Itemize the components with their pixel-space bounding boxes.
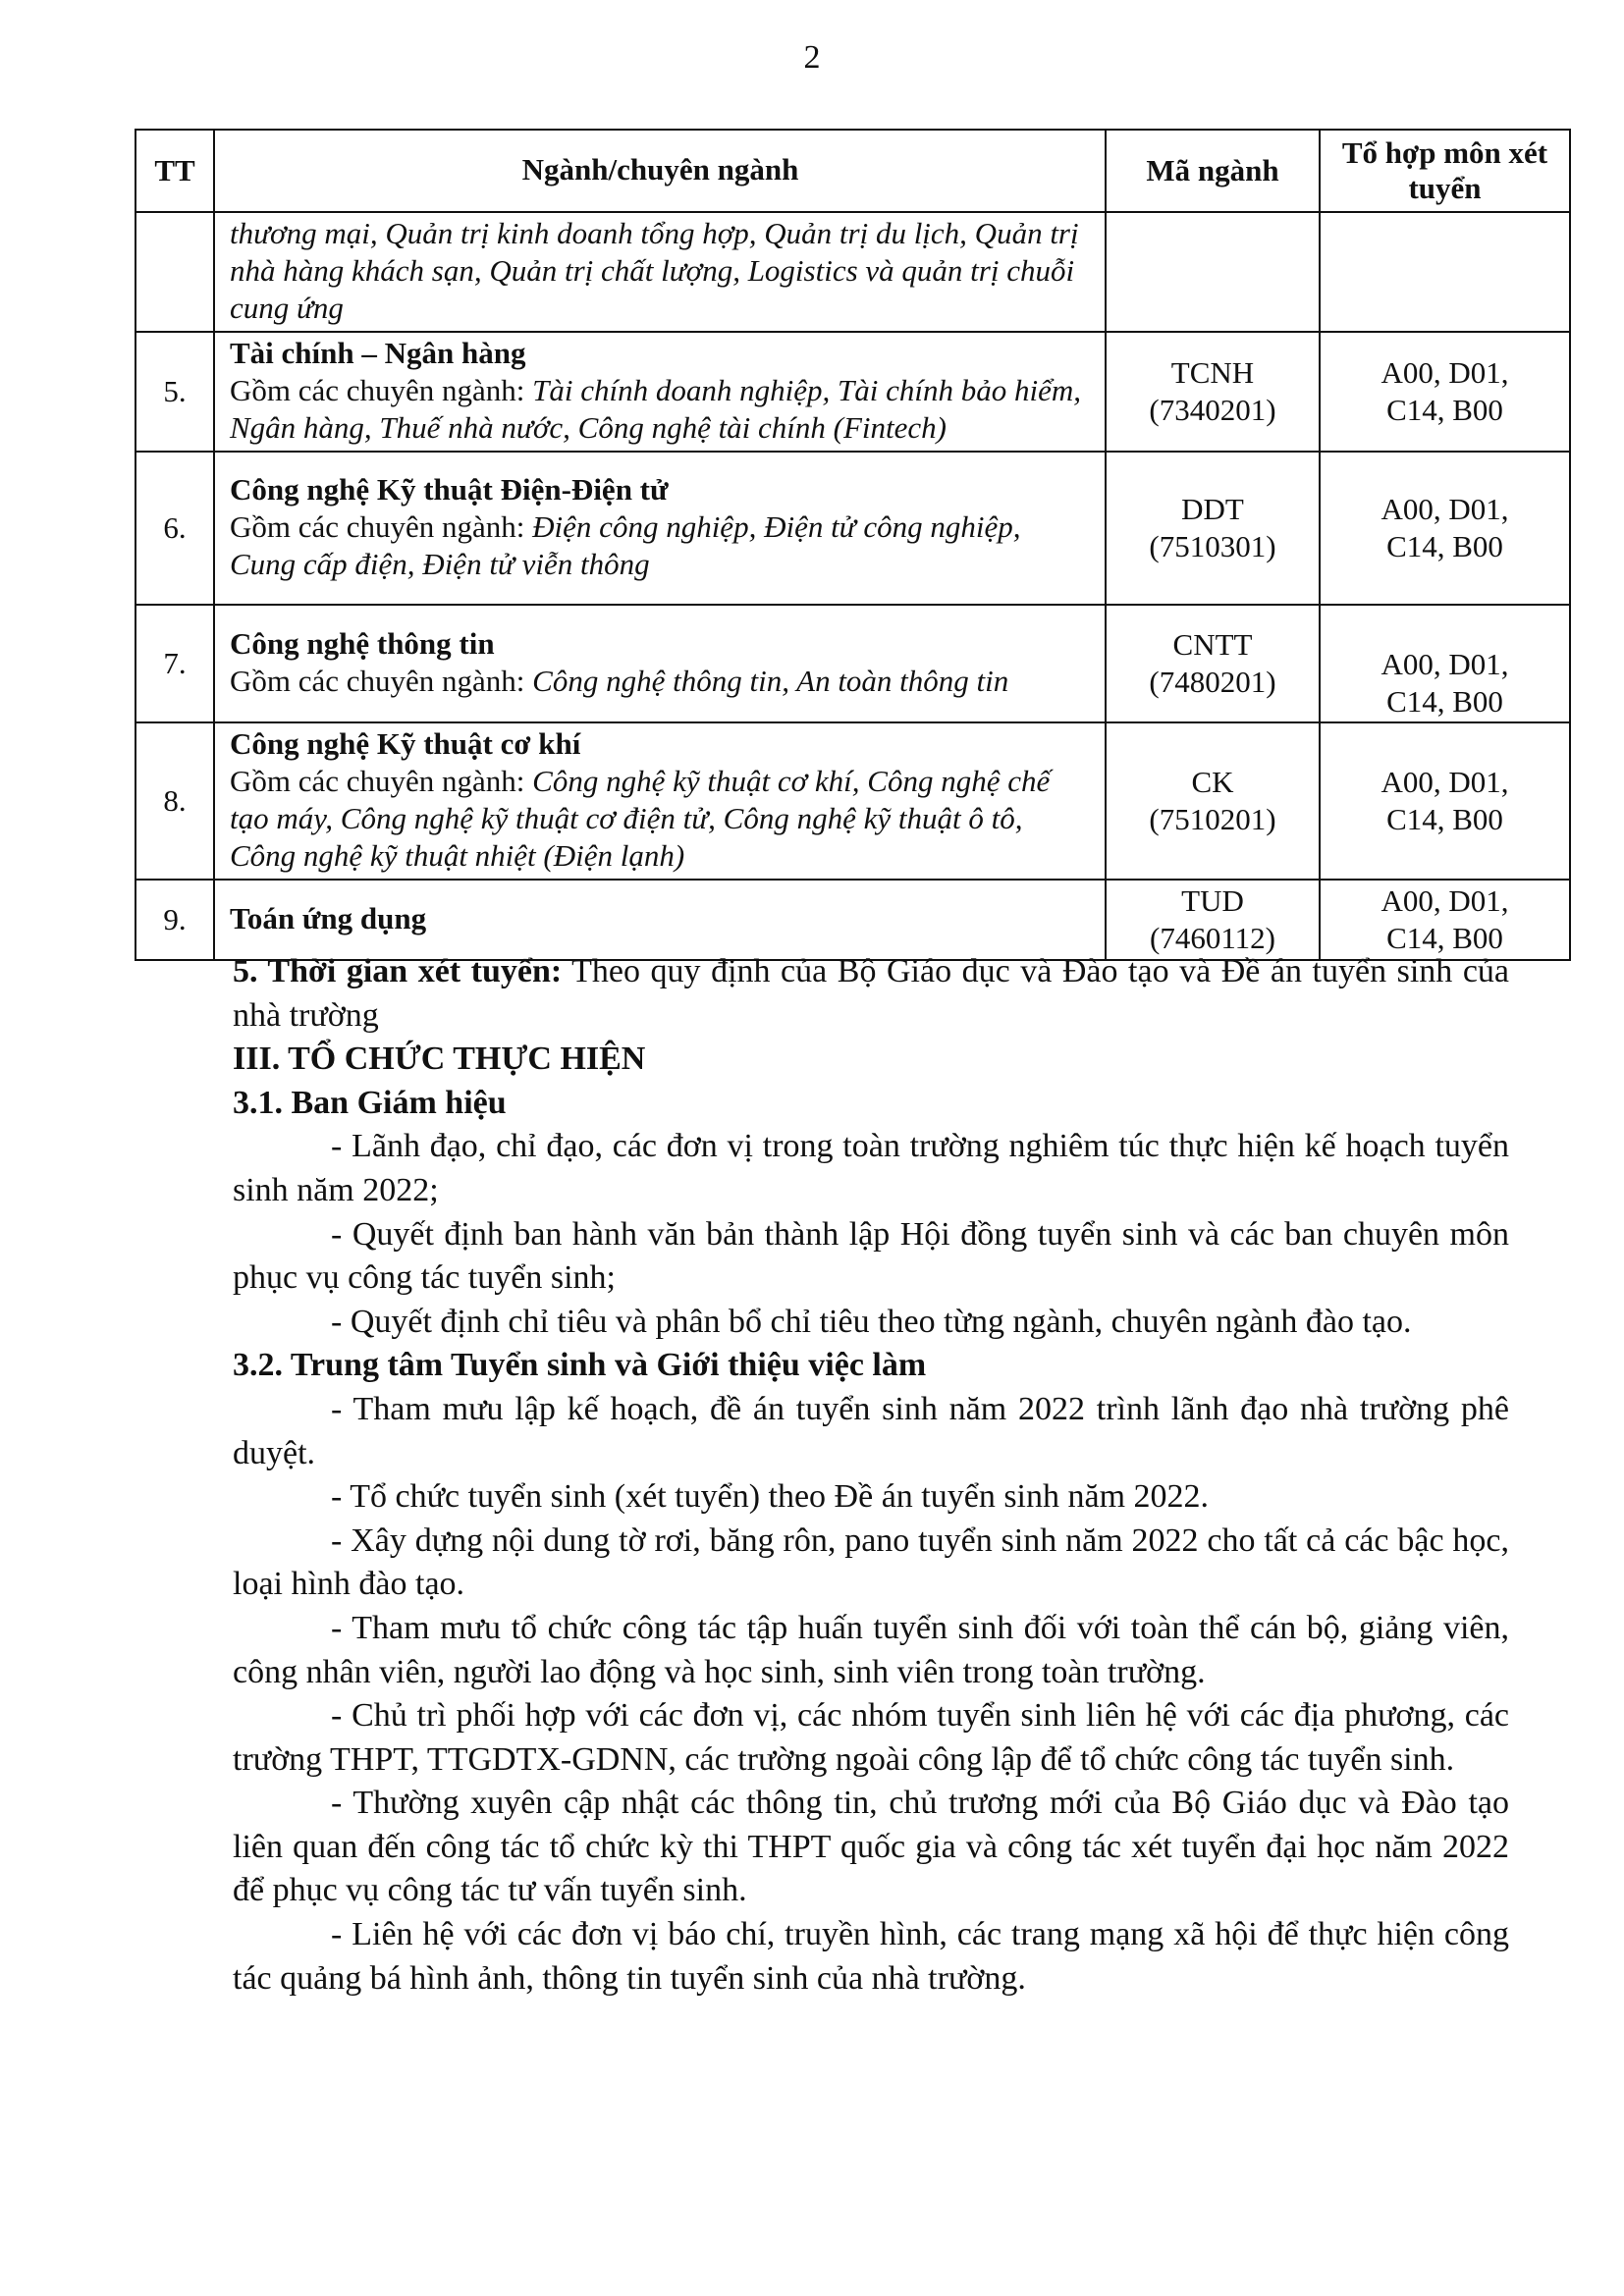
combo-line-1: A00, D01, — [1380, 492, 1509, 526]
major-code: DDT — [1181, 492, 1244, 526]
subsection-3-2-title: 3.2. Trung tâm Tuyển sinh và Giới thiệu việc làm — [233, 1347, 927, 1384]
body-text — [233, 950, 1509, 2001]
table-row-continuation — [135, 212, 1570, 332]
major-title: Công nghệ thông tin — [230, 626, 495, 661]
list-item: - Liên hệ với các đơn vị báo chí, truyền hình, các trang mạng xã hội để thực hiện công tác quảng bá hình ảnh, thông tin tuyển sinh của nhà trường. — [233, 1916, 1509, 1997]
major-code: CK — [1191, 765, 1234, 799]
row-tt: 6. — [135, 452, 214, 605]
row-tt: 9. — [135, 880, 214, 960]
combo-line-1: A00, D01, — [1380, 355, 1509, 390]
sub-list: Công nghệ thông tin, An toàn thông tin — [532, 664, 1009, 698]
major-code: TUD — [1181, 883, 1244, 918]
major-title: Công nghệ Kỹ thuật cơ khí — [230, 726, 581, 761]
major-code-number: (7460112) — [1150, 921, 1275, 955]
section-3-title: III. TỔ CHỨC THỰC HIỆN — [233, 1041, 646, 1078]
row-tt: 8. — [135, 722, 214, 880]
combo-line-2: C14, B00 — [1386, 921, 1503, 955]
list-item: - Tổ chức tuyển sinh (xét tuyển) theo Đề án tuyển sinh năm 2022. — [331, 1478, 1210, 1516]
combo-line-2: C14, B00 — [1386, 393, 1503, 427]
sub-list: Điện công nghiệp, Điện tử công nghiệp, Cung cấp điện, Điện tử viễn thông — [230, 509, 1021, 581]
header-tt: TT — [135, 130, 214, 212]
list-item: - Thường xuyên cập nhật các thông tin, chủ trương mới của Bộ Giáo dục và Đào tạo liên quan đến công tác tổ chức kỳ thi THPT quốc gia và công tác xét tuyển đại học năm 2022 để phục vụ công tác tư vấn tuyển sinh. — [233, 1785, 1509, 1909]
section-5-text: Theo quy định của Bộ Giáo dục và Đào tạo và Đề án tuyển sinh của nhà trường — [233, 953, 1509, 1034]
sub-lead: Gồm các chuyên ngành: — [230, 509, 533, 544]
list-item: - Lãnh đạo, chỉ đạo, các đơn vị trong toàn trường nghiêm túc thực hiện kế hoạch tuyển sinh năm 2022; — [233, 1128, 1509, 1208]
table-row — [135, 332, 1570, 452]
major-title: Công nghệ Kỹ thuật Điện-Điện tử — [230, 472, 669, 507]
list-item: - Tham mưu lập kế hoạch, đề án tuyển sinh năm 2022 trình lãnh đạo nhà trường phê duyệt. — [233, 1390, 1509, 1471]
header-combo: Tổ hợp môn xét tuyển — [1320, 130, 1570, 212]
combo-line-1: A00, D01, — [1380, 765, 1509, 799]
sub-lead: Gồm các chuyên ngành: — [230, 664, 533, 698]
major-title: Tài chính – Ngân hàng — [230, 336, 526, 370]
table-row — [135, 452, 1570, 605]
section-5-label: 5. Thời gian xét tuyển: — [233, 953, 563, 989]
major-code-number: (7510201) — [1149, 802, 1276, 836]
list-item: - Xây dựng nội dung tờ rơi, băng rôn, pano tuyển sinh năm 2022 cho tất cả các bậc học, loại hình đào tạo. — [233, 1522, 1509, 1603]
sub-lead: Gồm các chuyên ngành: — [230, 373, 533, 407]
list-item: - Quyết định chỉ tiêu và phân bổ chỉ tiêu theo từng ngành, chuyên ngành đào tạo. — [331, 1303, 1412, 1340]
table-row — [135, 722, 1570, 880]
major-code-number: (7510301) — [1149, 529, 1276, 563]
subsection-3-1-title: 3.1. Ban Giám hiệu — [233, 1084, 507, 1121]
table-row — [135, 880, 1570, 960]
combo-line-1: A00, D01, — [1380, 883, 1509, 918]
table-row — [135, 605, 1570, 722]
combo-line-1: A00, D01, — [1380, 647, 1509, 681]
sub-list: Công nghệ kỹ thuật cơ khí, Công nghệ chế tạo máy, Công nghệ kỹ thuật cơ điện tử, Công nghệ kỹ thuật ô tô, Công nghệ kỹ thuật nhiệt (Điện lạnh) — [230, 764, 1051, 873]
sub-lead: Gồm các chuyên ngành: — [230, 764, 533, 798]
continuation-text: thương mại, Quản trị kinh doanh tổng hợp, Quản trị du lịch, Quản trị nhà hàng khách sạn, Quản trị chất lượng, Logistics và quản trị chuỗi cung ứng — [230, 216, 1079, 325]
list-item: - Tham mưu tổ chức công tác tập huấn tuyển sinh đối với toàn thể cán bộ, giảng viên, công nhân viên, người lao động và học sinh, sinh viên trong toàn trường. — [233, 1609, 1509, 1690]
combo-line-2: C14, B00 — [1386, 802, 1503, 836]
major-title: Toán ứng dụng — [230, 901, 427, 935]
major-code-number: (7340201) — [1149, 393, 1276, 427]
header-major: Ngành/chuyên ngành — [214, 130, 1106, 212]
combo-line-2: C14, B00 — [1386, 684, 1503, 719]
majors-table — [135, 129, 1571, 961]
list-item: - Quyết định ban hành văn bản thành lập Hội đồng tuyển sinh và các ban chuyên môn phục vụ công tác tuyển sinh; — [233, 1215, 1509, 1297]
row-tt: 7. — [135, 605, 214, 722]
table-header-row — [135, 130, 1570, 212]
sub-list: Tài chính doanh nghiệp, Tài chính bảo hiểm, Ngân hàng, Thuế nhà nước, Công nghệ tài chính (Fintech) — [230, 373, 1082, 445]
major-code: CNTT — [1172, 627, 1253, 662]
section-5-paragraph — [233, 950, 1509, 1038]
combo-line-2: C14, B00 — [1386, 529, 1503, 563]
major-code-number: (7480201) — [1149, 665, 1276, 699]
list-item: - Chủ trì phối hợp với các đơn vị, các nhóm tuyển sinh liên hệ với các địa phương, các trường THPT, TTGDTX-GDNN, các trường ngoài công lập để tổ chức công tác tuyển sinh. — [233, 1697, 1509, 1778]
major-code: TCNH — [1170, 355, 1255, 390]
row-tt: 5. — [135, 332, 214, 452]
header-code: Mã ngành — [1106, 130, 1320, 212]
page-number: 2 — [803, 39, 821, 76]
